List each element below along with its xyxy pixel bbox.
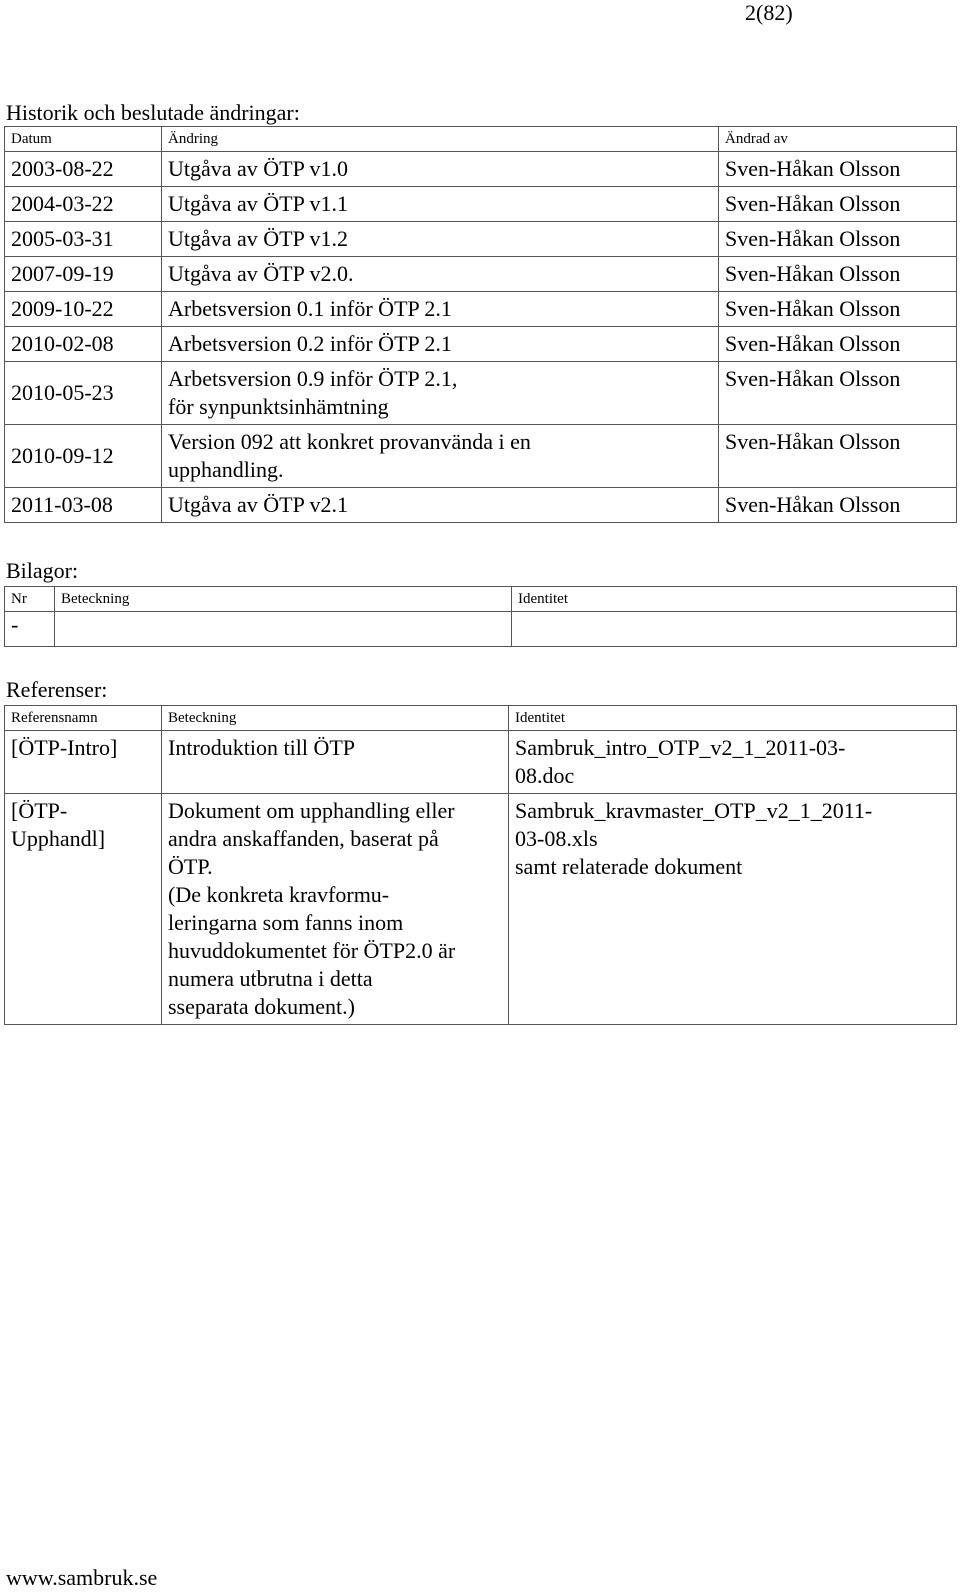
attachment-identitet [512, 612, 957, 647]
table-row [5, 222, 957, 257]
history-date: 2005-03-31 [5, 222, 162, 257]
history-date: 2011-03-08 [5, 488, 162, 523]
history-author: Sven-Håkan Olsson [719, 257, 957, 292]
history-author: Sven-Håkan Olsson [719, 222, 957, 257]
attachments-title: Bilagor: [6, 558, 79, 583]
references-title: Referenser: [6, 677, 108, 702]
header-identitet: Identitet [512, 587, 957, 612]
attachments-header-row [5, 587, 957, 612]
table-row [5, 794, 957, 1025]
history-author: Sven-Håkan Olsson [719, 187, 957, 222]
history-author: Sven-Håkan Olsson [719, 292, 957, 327]
history-date: 2003-08-22 [5, 152, 162, 187]
header-referensnamn: Referensnamn [5, 706, 162, 731]
table-row [5, 612, 957, 647]
history-table [4, 126, 957, 523]
attachment-nr: - [5, 612, 55, 647]
reference-identitet: Sambruk_kravmaster_OTP_v2_1_2011- 03-08.xls samt relaterade dokument [509, 794, 957, 1025]
history-author: Sven-Håkan Olsson [719, 425, 957, 488]
attachments-table [4, 586, 957, 647]
history-change: Version 092 att konkret provanvända i en upphandling. [162, 425, 719, 488]
history-author: Sven-Håkan Olsson [719, 362, 957, 425]
header-andrad-av: Ändrad av [719, 127, 957, 152]
header-datum: Datum [5, 127, 162, 152]
page-number: 2(82) [745, 0, 793, 25]
history-change: Arbetsversion 0.2 inför ÖTP 2.1 [162, 327, 719, 362]
header-beteckning: Beteckning [162, 706, 509, 731]
attachment-beteckning [55, 612, 512, 647]
history-change: Utgåva av ÖTP v2.1 [162, 488, 719, 523]
history-author: Sven-Håkan Olsson [719, 152, 957, 187]
table-row [5, 187, 957, 222]
footer-url: www.sambruk.se [6, 1565, 158, 1590]
reference-name: [ÖTP-Intro] [5, 731, 162, 794]
references-table [4, 705, 957, 1025]
history-date: 2004-03-22 [5, 187, 162, 222]
table-row [5, 152, 957, 187]
history-author: Sven-Håkan Olsson [719, 327, 957, 362]
history-date: 2010-05-23 [5, 362, 162, 425]
history-change: Arbetsversion 0.9 inför ÖTP 2.1, för synpunktsinhämtning [162, 362, 719, 425]
history-header-row [5, 127, 957, 152]
table-row [5, 327, 957, 362]
header-beteckning: Beteckning [55, 587, 512, 612]
history-change: Utgåva av ÖTP v2.0. [162, 257, 719, 292]
reference-name: [ÖTP- Upphandl] [5, 794, 162, 1025]
header-nr: Nr [5, 587, 55, 612]
history-date: 2010-02-08 [5, 327, 162, 362]
reference-beteckning: Dokument om upphandling eller andra anskaffanden, baserat på ÖTP. (De konkreta kravformu- leringarna som fanns inom huvuddokumentet för ÖTP2.0 är numera utbrutna i detta sseparata dokument.) [162, 794, 509, 1025]
table-row [5, 425, 957, 488]
table-row [5, 488, 957, 523]
table-row [5, 731, 957, 794]
table-row [5, 292, 957, 327]
history-change: Utgåva av ÖTP v1.1 [162, 187, 719, 222]
header-andring: Ändring [162, 127, 719, 152]
header-identitet: Identitet [509, 706, 957, 731]
history-title: Historik och beslutade ändringar: [6, 100, 300, 125]
history-change: Utgåva av ÖTP v1.0 [162, 152, 719, 187]
table-row [5, 257, 957, 292]
reference-beteckning: Introduktion till ÖTP [162, 731, 509, 794]
references-header-row [5, 706, 957, 731]
history-date: 2007-09-19 [5, 257, 162, 292]
history-author: Sven-Håkan Olsson [719, 488, 957, 523]
history-change: Arbetsversion 0.1 inför ÖTP 2.1 [162, 292, 719, 327]
history-date: 2010-09-12 [5, 425, 162, 488]
table-row [5, 362, 957, 425]
reference-identitet: Sambruk_intro_OTP_v2_1_2011-03- 08.doc [509, 731, 957, 794]
history-date: 2009-10-22 [5, 292, 162, 327]
history-change: Utgåva av ÖTP v1.2 [162, 222, 719, 257]
